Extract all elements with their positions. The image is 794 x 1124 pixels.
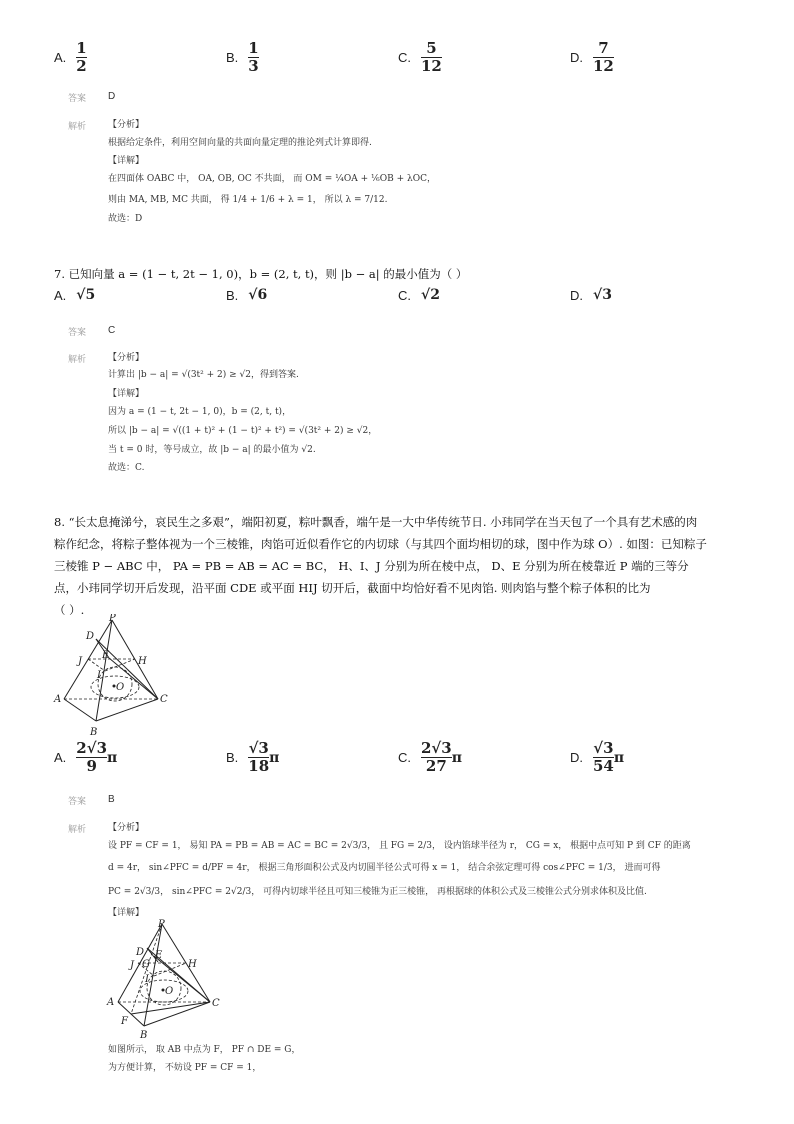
analysis-line: 当 t = 0 时，等号成立，故 |b − a| 的最小值为 √2. (108, 445, 316, 455)
question-8-stem-line: 点，小玮同学切开后发现，沿平面 CDE 或平面 HIJ 切开后，截面中均恰好看不见肉馅. 则肉馅与整个粽子体积的比为 (54, 581, 651, 595)
vertex-label: H (188, 959, 197, 970)
vertex-label: E (155, 950, 163, 961)
option-b (226, 40, 259, 75)
answer-value: D (108, 91, 116, 102)
analysis-line: 【分析】 (108, 823, 145, 833)
analysis-tag: 解析 (68, 825, 87, 835)
fraction: $\frac{7}{12}$ (593, 39, 614, 75)
fraction: $\frac{√3}{54}$ (593, 739, 614, 775)
vertex-label: A (107, 997, 115, 1008)
question-8-stem-line: 8. “长太息掩涕兮，哀民生之多艰”，端阳初夏，粽叶飘香，端午是一大中华传统节日. 小玮同学在当天包了一个具有艺术感的肉 (54, 515, 698, 529)
vertex-label: F (121, 1016, 128, 1027)
answer-value: C (108, 325, 116, 336)
analysis-line: 故选：C. (108, 463, 145, 473)
vertex-label: C (160, 694, 168, 705)
option-d (570, 40, 614, 75)
option-a (54, 40, 87, 75)
vertex-label: I (145, 974, 149, 985)
analysis-line: 因为 a = (1 − t, 2t − 1, 0)，b = (2, t, t)， (108, 407, 292, 417)
vertex-label: A (54, 694, 62, 705)
question-8-stem-line: 三棱锥 P − ABC 中， PA = PB = AB = AC = BC， H、I、J 分别为所在棱中点， D、E 分别为所在棱靠近 P 端的三等分 (54, 559, 689, 573)
analysis-line: d = 4r， sin∠PFC = d/PF = 4r， 根据三角形面积公式及内切圆半径公式可得 x = 1， 结合余弦定理可得 cos∠PFC = 1/3， 进而可得 (108, 863, 661, 873)
analysis-line: PC = 2√3/3， sin∠PFC = 2√2/3， 可得内切球半径且可知三棱锥为正三棱锥， 再根据球的体积公式及三棱锥公式分别求体积及比值. (108, 887, 647, 897)
analysis-line: 【详解】 (108, 389, 145, 399)
option-value: √3 (593, 287, 612, 303)
pi-suffix: π (107, 749, 118, 766)
analysis-line: 故选：D (108, 214, 143, 224)
vertex-label: H (138, 656, 147, 667)
answer-tag: 答案 (68, 328, 87, 338)
option-b: B. √6 (226, 287, 268, 303)
vertex-label: B (90, 727, 98, 738)
fraction: $\frac{2√3}{9}$ (76, 739, 108, 775)
vertex-label: P (109, 614, 116, 624)
option-d: D. √3 (570, 287, 612, 303)
analysis-line: 【详解】 (108, 908, 145, 918)
fraction: $\frac{1}{2}$ (76, 39, 87, 75)
vertex-label: B (140, 1030, 148, 1040)
option-value: √6 (248, 287, 268, 303)
fraction: $\frac{5}{12}$ (421, 39, 442, 75)
analysis-line: 所以 |b − a| = √((1 + t)² + (1 − t)² + t²) = √(3t² + 2) ≥ √2， (108, 426, 378, 436)
option-value: √5 (76, 287, 96, 303)
option-b: B. $\frac{√3}{18}$ π (226, 739, 280, 775)
vertex-label: I (97, 670, 101, 681)
analysis-line: 设 PF = CF = 1， 易知 PA = PB = AB = AC = BC = 2√3/3， 且 FG = 2/3， 设内馅球半径为 r， CG = x， 根据中点可知 P 到 CF 的距离 (108, 841, 691, 851)
answer-tag: 答案 (68, 94, 87, 104)
option-a: A. √5 (54, 287, 96, 303)
vertex-label: O (165, 986, 174, 997)
question-8-stem-line: （ ）. (54, 603, 85, 617)
option-label: A. (54, 50, 67, 65)
question-7-stem: 7. 已知向量 a = (1 − t, 2t − 1, 0)，b = (2, t, t)，则 |b − a| 的最小值为（ ） (54, 267, 468, 281)
vertex-label: O (116, 682, 125, 693)
analysis-line: 如图所示， 取 AB 中点为 F， PF ∩ DE = G， (108, 1045, 301, 1055)
pyramid-figure-detail (104, 918, 234, 1040)
analysis-tag: 解析 (68, 122, 87, 132)
vertex-label: C (212, 998, 220, 1009)
fraction: $\frac{1}{3}$ (248, 39, 259, 75)
answer-tag: 答案 (68, 797, 87, 807)
fraction: $\frac{2√3}{27}$ (421, 739, 452, 775)
vertex-label: P (158, 919, 165, 930)
analysis-line: 则由 MA, MB, MC 共面， 得 1/4 + 1/6 + λ = 1， 所以 λ = 7/12. (108, 195, 388, 205)
answer-value: B (108, 794, 115, 805)
pi-suffix: π (269, 749, 280, 766)
analysis-tag: 解析 (68, 355, 87, 365)
analysis-line: 【分析】 (108, 353, 145, 363)
analysis-line: 根据给定条件，利用空间向量的共面向量定理的推论列式计算即得. (108, 138, 372, 148)
option-label: D. (570, 50, 583, 65)
pi-suffix: π (613, 749, 625, 766)
option-c: C. √2 (398, 287, 440, 303)
pyramid-figure (52, 614, 177, 738)
vertex-label: D (86, 631, 95, 642)
analysis-line: 【分析】 (108, 120, 145, 130)
vertex-label: J (130, 960, 135, 971)
option-label: B. (226, 50, 239, 65)
option-a: A. $\frac{2√3}{9}$ π (54, 739, 118, 775)
option-c: C. $\frac{2√3}{27}$ π (398, 739, 462, 775)
analysis-line: 计算出 |b − a| = √(3t² + 2) ≥ √2，得到答案. (108, 370, 299, 380)
analysis-line: 在四面体 OABC 中， OA, OB, OC 不共面， 而 OM = ¼OA + ⅙OB + λOC， (108, 174, 436, 184)
option-d: D. $\frac{√3}{54}$ π (570, 739, 625, 775)
option-c (398, 40, 442, 75)
pi-suffix: π (451, 749, 462, 766)
vertex-label: E (102, 650, 110, 661)
vertex-label: D (136, 947, 145, 958)
question-8-stem-line: 粽作纪念，将粽子整体视为一个三棱锥，肉馅可近似看作它的内切球（与其四个面均相切的球，图中作为球 O）. 如图：已知粽子 (54, 537, 707, 551)
option-label: C. (398, 50, 411, 65)
vertex-label: J (78, 656, 83, 667)
analysis-line: 【详解】 (108, 156, 145, 166)
vertex-label: G (142, 959, 150, 970)
fraction: $\frac{√3}{18}$ (248, 739, 270, 775)
analysis-line: 为方便计算， 不妨设 PF = CF = 1， (108, 1063, 262, 1073)
option-value: √2 (421, 287, 440, 303)
